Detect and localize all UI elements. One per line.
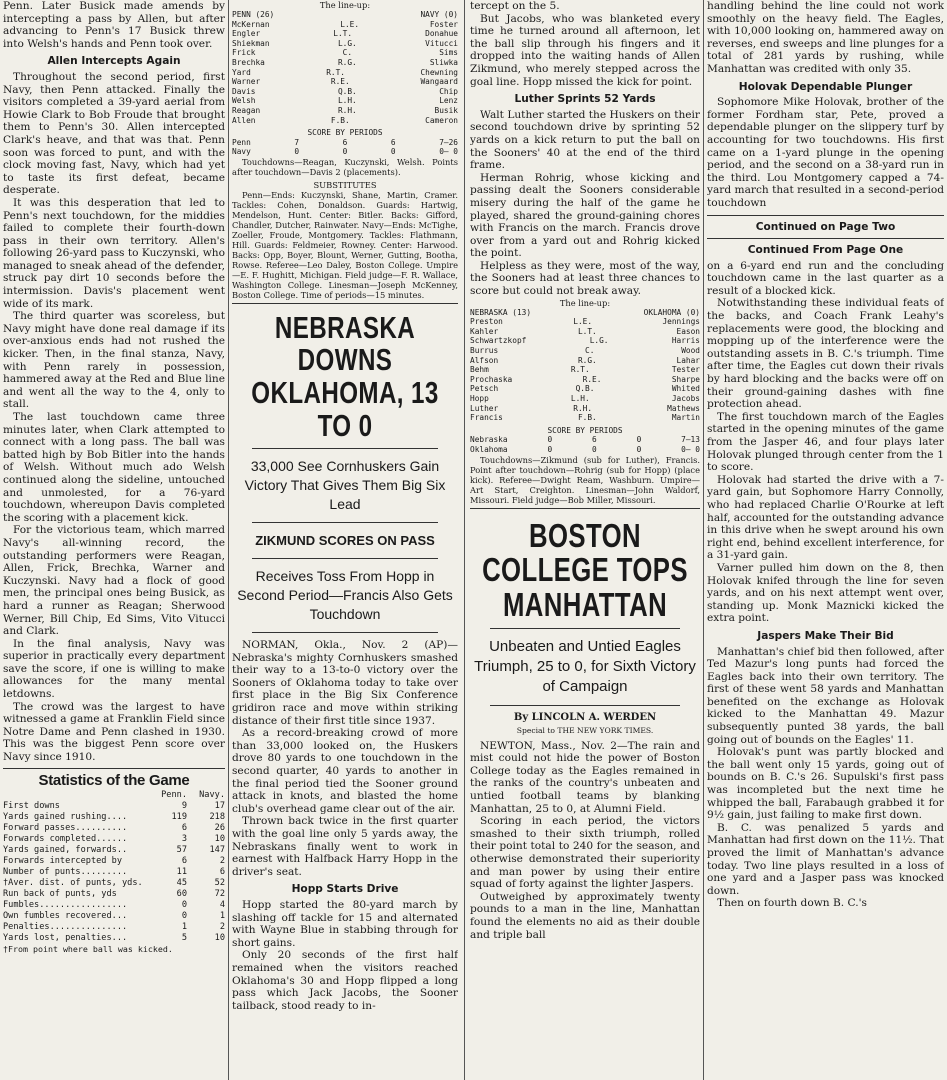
article-paragraph: For the victorious team, which marred Navy's all-winning record, the outstanding performers were Reagan, Allen, Frick, Brechka, Warner and Kuczynski. Navy had a flock of good men, the principal ones being Busick, as hard a runner as Reagan; Sherwood Werner, Bill Chip, Ed Sims, Vito Vitucci and Clark. xyxy=(3,524,225,638)
subheading: Hopp Starts Drive xyxy=(291,883,399,896)
article-paragraph: tercept on the 5. xyxy=(470,0,560,12)
lineup-row: Davis Q.B. Chip xyxy=(232,86,458,96)
continued-line: Continued on Page Two xyxy=(755,220,896,233)
lineup-title: The line-up: xyxy=(319,0,371,10)
score-row: Penn 7 6 6 7—26 xyxy=(232,137,458,147)
lineup-title: The line-up: xyxy=(559,297,611,308)
lineup-row: Welsh L.H. Lenz xyxy=(232,96,458,106)
article-paragraph: Varner pulled him down on the 8, then Holovak knifed through the line for seven yards, and on his next attempt went over, standing up. Monk Maznicki kicked the extra point. xyxy=(707,561,944,625)
lineup-row: Hopp L.H. Jacobs xyxy=(470,394,700,403)
article-paragraph: In the final analysis, Navy was superior in practically every department save the score, if one is willing to make allowances for the many mental letdowns. xyxy=(3,637,225,701)
column-1 xyxy=(3,0,225,1080)
article-paragraph: The third quarter was scoreless, but Navy might have done real damage if its over-anxious ends had not rushed the kicker. Then, in the final stanza, Navy, with Penn rarely in possession, hammered away at the Red and Blue line and went all the way to the 4, only to stall. xyxy=(3,310,225,411)
score-note: Touchdowns—Reagan, Kuczynski, Welsh. Points after touchdown—Davis 2 (placements). xyxy=(232,156,458,177)
stats-box xyxy=(3,768,225,954)
stats-row: Fumbles................. 0 4 xyxy=(3,899,225,910)
stats-row: Forwards completed...... 3 10 xyxy=(3,833,225,844)
deck: ZIKMUND SCORES ON PASS xyxy=(255,533,435,549)
lineup-row: Schwartzkopf L.G. Harris xyxy=(470,336,700,346)
score-row: Nebraska 0 6 0 7—13 xyxy=(470,435,700,445)
subs-title: SUBSTITUTES xyxy=(313,179,377,190)
article-paragraph: handling behind the line could not work smoothly on the heavy field. The Eagles, with 10,000 looking on, hammered away on reverses, end sweeps and line plunges for a total of 281 yards by rushing, while Manhattan was credited with only 35. xyxy=(707,0,944,75)
column-3 xyxy=(470,0,700,1080)
article-paragraph: NEWTON, Mass., Nov. 2—The rain and mist could not hide the power of Boston College today as the Eagles remained in the ranks of the country's unbeaten and untied football teams by blanking Manhattan, 25 to 0, at Alumni Field. xyxy=(470,739,700,815)
headline: NEBRASKA DOWNS OKLAHOMA, 13 TO 0 xyxy=(251,309,439,443)
lineup-row: Francis F.B. Martin xyxy=(470,413,700,423)
stats-row: Forward passes.......... 6 26 xyxy=(3,822,225,833)
lineup-row: McKernan L.E. Foster xyxy=(232,19,458,29)
article-paragraph: The crowd was the largest to have witnessed a game at Franklin Field since Notre Dame and Penn clashed in 1930. This was the biggest Penn score over Navy since 1910. xyxy=(3,700,225,764)
stats-header: Penn. Navy. xyxy=(161,789,225,800)
lineup-row: Petsch Q.B. Whited xyxy=(470,384,700,394)
stats-rows xyxy=(3,801,225,944)
lineup-row: Prochaska R.E. Sharpe xyxy=(470,374,700,384)
lineup-row: Engler L.T. Donahue xyxy=(232,29,458,39)
article-paragraph: The last touchdown came three minutes later, when Clark attempted to connect with a long pass. The ball was batted high by Bob Bitler into the hands of Welsh. Without much ado Welsh continued along the sideline, untouched and unmolested, for a 76-yard touchdown, whereupon Davis completed the scoring with a placement kick. xyxy=(3,411,225,524)
lineup-row: Shiekman L.G. Vitucci xyxy=(232,38,458,48)
subheading: Allen Intercepts Again xyxy=(47,55,181,68)
column-rule xyxy=(464,0,465,1080)
stats-row: Yards lost, penalties... 5 10 xyxy=(3,932,225,943)
article-paragraph: Only 20 seconds of the first half remained when the visitors reached Oklahoma's 30 and Hopp flipped a long pass which Jack Jacobs, the Sooner tailback, stood ready to in- xyxy=(232,949,458,1012)
column-rule xyxy=(703,0,704,1080)
stats-row: Forwards intercepted by 6 2 xyxy=(3,855,225,866)
stats-note: †From point where ball was kicked. xyxy=(3,943,173,954)
column-rule xyxy=(228,0,229,1080)
lineup-row: Warner R.E. Wangaard xyxy=(232,77,458,87)
lineup-row: Allen F.B. Cameron xyxy=(232,115,458,125)
lineup-row: Alfson R.G. Lahar xyxy=(470,355,700,365)
score-row: Oklahoma 0 0 0 0— 0 xyxy=(470,444,700,454)
lineup-row: Burrus C. Wood xyxy=(470,346,700,356)
stats-title: Statistics of the Game xyxy=(38,771,190,789)
deck: Unbeaten and Untied Eagles Triumph, 25 to 0, for Sixth Victory of Campaign xyxy=(474,638,696,696)
deck: 33,000 See Cornhuskers Gain Victory That Gives Them Big Six Lead xyxy=(244,458,446,513)
article-paragraph: But Jacobs, who was blanketed every time he turned around all afternoon, let the ball slip through his fingers and it dropped into the waiting hands of Allen Zikmund, who merely stepped across the goal line. Hopp missed the kick for point. xyxy=(470,12,700,88)
lineup-row: Kahler L.T. Eason xyxy=(470,326,700,336)
score-title: SCORE BY PERIODS xyxy=(547,425,623,435)
article-paragraph: Hopp started the 80-yard march by slashing off tackle for 15 and alternated with Wayne Blue in stabbing through for short gains. xyxy=(232,898,458,949)
lineup-table xyxy=(232,10,458,157)
article-paragraph: Helpless as they were, most of the way, the Sooners had at least three chances to score but could not break away. xyxy=(470,259,700,298)
headline: BOSTON COLLEGE TOPS MANHATTAN xyxy=(482,516,688,623)
article-paragraph: Herman Rohrig, whose kicking and passing dealt the Sooners considerable misery during the half of the game he played, shared the ground-gaining chores with Francis on the march. Francis drove over from a yard out and Rohrig kicked the point. xyxy=(470,171,700,260)
score-row: Navy 0 0 0 0— 0 xyxy=(232,147,458,157)
score-note: Touchdowns—Zikmund (sub for Luther), Francis. Point after touchdown—Rohrig (sub for Hopp) (place kick). Referee—Dwight Ream, Washburn. Umpire—Art Start, Creighton. Linesman—John Waldorf, Missouri. Field judge—Bob Miller, Missouri. xyxy=(470,454,700,505)
article-paragraph: As a record-breaking crowd of more than 33,000 looked on, the Huskers drove 80 yards to one touchdown in the second quarter, 40 yards to another in the final period tied the Sooner ground attack in knots, and blasted the home club's overhead game clear out of the air. xyxy=(232,727,458,815)
article-paragraph: Penn. Later Busick made amends by intercepting a pass by Allen, but after advancing to Penn's 17 Busick threw into Welsh's hands and Penn took over. xyxy=(3,0,225,50)
column-2 xyxy=(232,0,458,1080)
stats-row: Yards gained, forwards.. 57 147 xyxy=(3,844,225,855)
article-paragraph: It was this desperation that led to Penn's next touchdown, for the middies failed to complete their fourth-down pass in their own territory. Allen's following 26-yard pass to Kuczynski, who managed to sneak ahead of the defender, struck pay dirt 10 seconds before the intermission. Davis's placement went wide of its mark. xyxy=(3,196,225,310)
lineup-header: PENN (26) NAVY (0) xyxy=(232,10,458,19)
substitutes: Penn—Ends: Kuczynski, Shane, Martin, Cramer. Tackles: Cohen, Donaldson. Guards: Hartwig, Mendelson, Hunt. Center: Bitler. Backs: Gifford, Chandler, Dutcher, Rainwater. Navy—Ends: McTighe, Zoeller, Froude, Montgomery. Tackles: Flathmann, Hill. Guards: Feldmeier, Rowney. Center: Harwood. Backs: Opp, Boyer, Blount, Werner, Gutting, Bootha, Rowse. Referee—Leo Daley, Boston College. Umpire—E. F. Hughitt, Michigan. Field judge—F. R. Wallace, Washington College. Linesman—Joseph McKenney, Boston College. Time of periods—15 minutes. xyxy=(232,189,458,300)
special-credit: Special to THE NEW YORK TIMES. xyxy=(516,726,654,736)
score-title: SCORE BY PERIODS xyxy=(307,128,383,138)
article-paragraph: Then on fourth down B. C.'s xyxy=(717,897,867,910)
lineup-row: Behm R.T. Tester xyxy=(470,365,700,375)
column-4 xyxy=(707,0,944,1080)
article-paragraph: The first touchdown march of the Eagles started in the opening minutes of the game from the Jasper 46, and four plays later Holovak plunged through center from the 1 to score. xyxy=(707,410,944,474)
lineup-row: Brechka R.G. Sliwka xyxy=(232,57,458,67)
stats-row: †Aver. dist. of punts, yds. 45 52 xyxy=(3,877,225,888)
article-paragraph: Walt Luther started the Huskers on their second touchdown drive by sprinting 52 yards on a kick return to put the ball on the Sooners' 40 at the end of the third frame. xyxy=(470,108,700,172)
article-paragraph: Throughout the second period, first Navy, then Penn attacked. Finally the visitors completed a 39-yard aerial from Howie Clark to Bob Froude that brought them to Penn's 30. Allen intercepted Clark's heave, and that was that. Penn soon was forced to punt, and with the clock moving fast, Navy, which had yet to taste its first defeat, became desperate. xyxy=(3,70,225,197)
article-paragraph: Manhattan's chief bid then followed, after Ted Mazur's long punts had forced the Eagles back into their own territory. The first of these went 58 yards and Manhattan benefited on the exchange as Holovak kicked to the Manhattan 49. Mazur subsequently punted 38 yards, the ball going out of bounds on the Eagles' 11. xyxy=(707,645,944,746)
lineup-row: Yard R.T. Chewning xyxy=(232,67,458,77)
stats-row: Penalties............... 1 2 xyxy=(3,921,225,932)
deck: Receives Toss From Hopp in Second Period—Francis Also Gets Touchdown xyxy=(237,568,453,623)
article-paragraph: Scoring in each period, the victors smashed to their sixth triumph, rolled their point total to 240 for the season, and otherwise demonstrated their superiority and man power by using their entire squad of forty against the lighter Jaspers. xyxy=(470,815,700,891)
lineup-header: NEBRASKA (13) OKLAHOMA (0) xyxy=(470,307,700,317)
byline: By LINCOLN A. WERDEN xyxy=(513,712,657,724)
article-paragraph: Notwithstanding these individual feats of the backs, and Coach Frank Leahy's replacements were good, the blocking and mopping up of the interference were the outstanding assets in B. C.'s triumph. Time after time, the Eagles cut down their rivals by hard blocking and the backs were off on their ground-gaining dashes with fine protection ahead. xyxy=(707,297,944,411)
penn-navy-lineup-box xyxy=(232,0,458,304)
stats-row: Number of punts......... 11 6 xyxy=(3,866,225,877)
stats-row: Own fumbles recovered... 0 1 xyxy=(3,910,225,921)
subheading: Luther Sprints 52 Yards xyxy=(514,93,656,106)
stats-row: First downs 9 17 xyxy=(3,800,225,811)
stats-row: Yards gained rushing.... 119 218 xyxy=(3,811,225,822)
article-paragraph: Outweighed by approximately twenty pounds to a man in the line, Manhattan found the elements no aid as their double and triple ball xyxy=(470,890,700,941)
article-paragraph: Holovak had started the drive with a 7-yard gain, but Sophomore Harry Connolly, who had replaced Charlie O'Rourke at left half, accounted for the outstanding advance in this drive when he swept around his own right end, behind excellent interference, for a 31-yard gain. xyxy=(707,473,944,562)
subheading: Holovak Dependable Plunger xyxy=(738,80,913,93)
lineup-row: Luther R.H. Mathews xyxy=(470,403,700,413)
continued-line: Continued From Page One xyxy=(747,244,904,257)
stats-row: Run back of punts, yds 60 72 xyxy=(3,888,225,899)
nebraska-oklahoma-lineup-box xyxy=(470,298,700,509)
subheading: Jaspers Make Their Bid xyxy=(757,629,894,642)
lineup-row: Frick C. Sims xyxy=(232,48,458,58)
article-paragraph: Thrown back twice in the first quarter with the goal line only 5 yards away, the Nebraskans finally went to work in earnest with Halfback Harry Hopp in the driver's seat. xyxy=(232,815,458,878)
article-paragraph: Sophomore Mike Holovak, brother of the former Fordham star, Pete, proved a dependable plunger on the slippery turf by accounting for two touchdowns. His first came on a 1-yard plunge in the opening period, and the second on a 38-yard run in the third. Lou Montgomery capped a 74-yard march that resulted in a second-period touchdown xyxy=(707,96,944,209)
article-paragraph: B. C. was penalized 5 yards and Manhattan had first down on the 11½. That proved the limit of Manhattan's advance today. Two line plays resulted in a loss of one yard and a Jasper pass was knocked down. xyxy=(707,821,944,897)
lineup-row: Reagan R.H. Busik xyxy=(232,105,458,115)
lineup-table xyxy=(470,308,700,455)
article-paragraph: on a 6-yard end run and the concluding touchdown came in the last quarter as a result of a blocked kick. xyxy=(707,259,944,297)
lineup-row: Preston L.E. Jennings xyxy=(470,317,700,327)
article-paragraph: NORMAN, Okla., Nov. 2 (AP)—Nebraska's mighty Cornhuskers smashed their way to a 13-to-0 victory over the Sooners of Oklahoma today to take over first place in the Big Six Conference gridiron race and move within striking distance of their first title since 1937. xyxy=(232,639,458,727)
article-paragraph: Holovak's punt was partly blocked and the ball went only 15 yards, going out of bounds on B. C.'s 26. Supulski's first pass was incompleted but the next time he whipped the ball, Farabaugh grabbed it for 9½ gain, just failing to make first down. xyxy=(707,746,944,822)
